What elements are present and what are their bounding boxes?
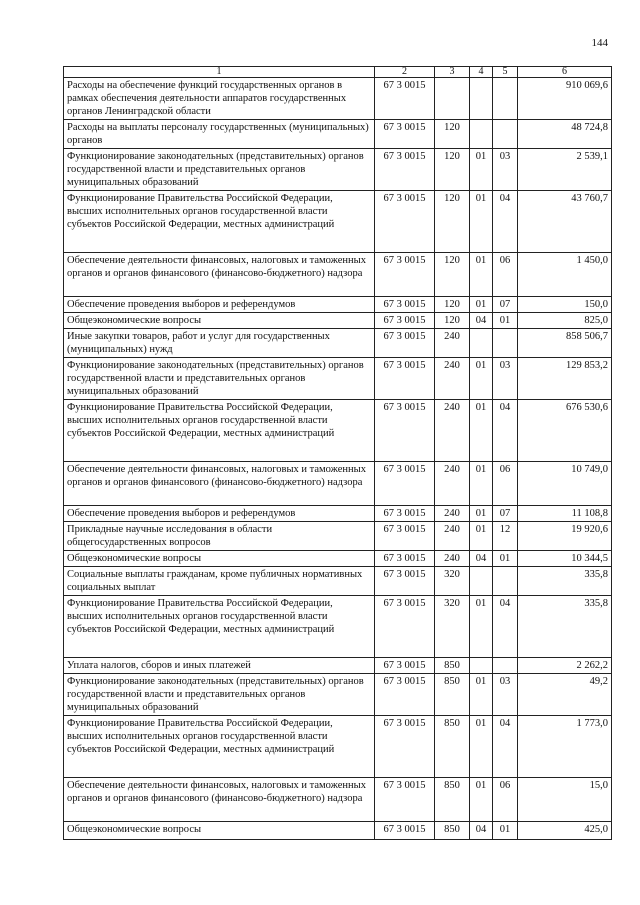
- row-code: 67 3 0015: [375, 522, 435, 551]
- row-section: [470, 329, 493, 358]
- row-amount: 129 853,2: [518, 358, 612, 400]
- row-name: Функционирование законодательных (представительных) органов государственной власти и представительных органов муниципальных образований: [64, 149, 375, 191]
- row-name: Обеспечение проведения выборов и референдумов: [64, 506, 375, 522]
- header-row: [64, 67, 612, 78]
- row-amount: 676 530,6: [518, 400, 612, 462]
- row-subsection: 07: [493, 506, 518, 522]
- row-section: 01: [470, 297, 493, 313]
- row-subsection: [493, 120, 518, 149]
- row-section: 01: [470, 400, 493, 462]
- row-subsection: 06: [493, 253, 518, 297]
- row-subsection: 01: [493, 551, 518, 567]
- row-section: [470, 78, 493, 120]
- row-subsection: 07: [493, 297, 518, 313]
- row-amount: 1 450,0: [518, 253, 612, 297]
- table-row: [64, 191, 612, 253]
- row-code: 67 3 0015: [375, 149, 435, 191]
- row-name: Социальные выплаты гражданам, кроме публичных нормативных социальных выплат: [64, 567, 375, 596]
- row-amount: 15,0: [518, 778, 612, 822]
- table-row: [64, 78, 612, 120]
- row-type: 850: [435, 822, 470, 840]
- row-amount: 11 108,8: [518, 506, 612, 522]
- row-code: 67 3 0015: [375, 596, 435, 658]
- row-code: 67 3 0015: [375, 567, 435, 596]
- row-name: Обеспечение деятельности финансовых, налоговых и таможенных органов и органов финансового (финансово-бюджетного) надзора: [64, 778, 375, 822]
- row-section: 01: [470, 506, 493, 522]
- row-amount: 425,0: [518, 822, 612, 840]
- row-name: Общеэкономические вопросы: [64, 822, 375, 840]
- row-name: Функционирование Правительства Российской Федерации, высших исполнительных органов государственной власти субъектов Российской Федерации, местных администраций: [64, 400, 375, 462]
- row-section: 01: [470, 191, 493, 253]
- row-subsection: 06: [493, 462, 518, 506]
- row-type: 240: [435, 462, 470, 506]
- row-amount: 49,2: [518, 674, 612, 716]
- row-code: 67 3 0015: [375, 400, 435, 462]
- row-code: 67 3 0015: [375, 822, 435, 840]
- row-section: 01: [470, 778, 493, 822]
- row-section: [470, 658, 493, 674]
- row-code: 67 3 0015: [375, 551, 435, 567]
- row-name: Общеэкономические вопросы: [64, 551, 375, 567]
- row-section: 01: [470, 253, 493, 297]
- row-type: 320: [435, 567, 470, 596]
- header-cell-code: 2: [375, 67, 435, 78]
- table-row: [64, 716, 612, 778]
- row-section: 01: [470, 716, 493, 778]
- row-subsection: 01: [493, 822, 518, 840]
- row-amount: 10 344,5: [518, 551, 612, 567]
- row-name: Обеспечение проведения выборов и референдумов: [64, 297, 375, 313]
- row-code: 67 3 0015: [375, 313, 435, 329]
- row-section: 01: [470, 674, 493, 716]
- row-name: Прикладные научные исследования в области общегосударственных вопросов: [64, 522, 375, 551]
- row-subsection: [493, 658, 518, 674]
- row-code: 67 3 0015: [375, 358, 435, 400]
- row-name: Функционирование законодательных (представительных) органов государственной власти и представительных органов муниципальных образований: [64, 358, 375, 400]
- row-type: 120: [435, 191, 470, 253]
- row-subsection: 04: [493, 400, 518, 462]
- row-type: 120: [435, 297, 470, 313]
- row-name: Уплата налогов, сборов и иных платежей: [64, 658, 375, 674]
- row-type: 240: [435, 400, 470, 462]
- row-amount: 335,8: [518, 567, 612, 596]
- row-type: 850: [435, 778, 470, 822]
- row-type: 850: [435, 716, 470, 778]
- row-type: 850: [435, 674, 470, 716]
- row-code: 67 3 0015: [375, 297, 435, 313]
- header-cell-type: 3: [435, 67, 470, 78]
- row-name: Обеспечение деятельности финансовых, налоговых и таможенных органов и органов финансового (финансово-бюджетного) надзора: [64, 253, 375, 297]
- header-cell-name: 1: [64, 67, 375, 78]
- row-section: 01: [470, 358, 493, 400]
- row-type: 120: [435, 120, 470, 149]
- row-type: 240: [435, 358, 470, 400]
- row-section: 04: [470, 551, 493, 567]
- row-section: 01: [470, 462, 493, 506]
- row-name: Функционирование Правительства Российской Федерации, высших исполнительных органов государственной власти субъектов Российской Федерации, местных администраций: [64, 191, 375, 253]
- row-amount: 43 760,7: [518, 191, 612, 253]
- row-amount: 10 749,0: [518, 462, 612, 506]
- row-name: Обеспечение деятельности финансовых, налоговых и таможенных органов и органов финансового (финансово-бюджетного) надзора: [64, 462, 375, 506]
- row-type: 850: [435, 658, 470, 674]
- table-row: [64, 400, 612, 462]
- table-row: [64, 551, 612, 567]
- row-code: 67 3 0015: [375, 462, 435, 506]
- row-code: 67 3 0015: [375, 506, 435, 522]
- row-type: 240: [435, 329, 470, 358]
- table-row: [64, 358, 612, 400]
- row-section: 04: [470, 313, 493, 329]
- table-row: [64, 778, 612, 822]
- row-section: 01: [470, 596, 493, 658]
- row-name: Функционирование законодательных (представительных) органов государственной власти и представительных органов муниципальных образований: [64, 674, 375, 716]
- row-subsection: [493, 78, 518, 120]
- row-type: 120: [435, 253, 470, 297]
- row-name: Иные закупки товаров, работ и услуг для государственных (муниципальных) нужд: [64, 329, 375, 358]
- row-subsection: [493, 329, 518, 358]
- row-name: Функционирование Правительства Российской Федерации, высших исполнительных органов государственной власти субъектов Российской Федерации, местных администраций: [64, 596, 375, 658]
- table-row: [64, 120, 612, 149]
- table-row: [64, 149, 612, 191]
- row-subsection: [493, 567, 518, 596]
- row-code: 67 3 0015: [375, 120, 435, 149]
- row-subsection: 04: [493, 716, 518, 778]
- row-code: 67 3 0015: [375, 674, 435, 716]
- row-section: [470, 120, 493, 149]
- table-row: [64, 506, 612, 522]
- row-section: 01: [470, 149, 493, 191]
- row-type: 120: [435, 149, 470, 191]
- row-subsection: 06: [493, 778, 518, 822]
- row-type: 240: [435, 506, 470, 522]
- page-number: 144: [591, 37, 608, 49]
- row-code: 67 3 0015: [375, 778, 435, 822]
- row-code: 67 3 0015: [375, 716, 435, 778]
- row-amount: 825,0: [518, 313, 612, 329]
- row-type: 320: [435, 596, 470, 658]
- table-row: [64, 567, 612, 596]
- table-row: [64, 313, 612, 329]
- row-type: 120: [435, 313, 470, 329]
- row-subsection: 03: [493, 358, 518, 400]
- row-code: 67 3 0015: [375, 78, 435, 120]
- row-section: 04: [470, 822, 493, 840]
- row-amount: 910 069,6: [518, 78, 612, 120]
- budget-table: [63, 66, 612, 840]
- row-type: 240: [435, 551, 470, 567]
- table-row: [64, 253, 612, 297]
- row-subsection: 12: [493, 522, 518, 551]
- table-row: [64, 297, 612, 313]
- row-subsection: 03: [493, 149, 518, 191]
- row-amount: 2 262,2: [518, 658, 612, 674]
- row-name: Расходы на обеспечение функций государственных органов в рамках обеспечения деятельности аппаратов государственных органов Ленинградской области: [64, 78, 375, 120]
- row-amount: 48 724,8: [518, 120, 612, 149]
- row-subsection: 01: [493, 313, 518, 329]
- row-subsection: 04: [493, 596, 518, 658]
- row-code: 67 3 0015: [375, 329, 435, 358]
- row-code: 67 3 0015: [375, 253, 435, 297]
- row-section: [470, 567, 493, 596]
- header-cell-section: 4: [470, 67, 493, 78]
- table-row: [64, 522, 612, 551]
- row-amount: 1 773,0: [518, 716, 612, 778]
- table-row: [64, 822, 612, 840]
- row-code: 67 3 0015: [375, 191, 435, 253]
- row-code: 67 3 0015: [375, 658, 435, 674]
- row-amount: 2 539,1: [518, 149, 612, 191]
- row-subsection: 04: [493, 191, 518, 253]
- row-amount: 150,0: [518, 297, 612, 313]
- row-amount: 19 920,6: [518, 522, 612, 551]
- row-subsection: 03: [493, 674, 518, 716]
- table-row: [64, 658, 612, 674]
- row-type: [435, 78, 470, 120]
- table-row: [64, 596, 612, 658]
- table-row: [64, 329, 612, 358]
- row-type: 240: [435, 522, 470, 551]
- row-section: 01: [470, 522, 493, 551]
- header-cell-amount: 6: [518, 67, 612, 78]
- row-name: Расходы на выплаты персоналу государственных (муниципальных) органов: [64, 120, 375, 149]
- table-row: [64, 674, 612, 716]
- table-row: [64, 462, 612, 506]
- row-amount: 335,8: [518, 596, 612, 658]
- row-amount: 858 506,7: [518, 329, 612, 358]
- row-name: Общеэкономические вопросы: [64, 313, 375, 329]
- header-cell-subsection: 5: [493, 67, 518, 78]
- row-name: Функционирование Правительства Российской Федерации, высших исполнительных органов государственной власти субъектов Российской Федерации, местных администраций: [64, 716, 375, 778]
